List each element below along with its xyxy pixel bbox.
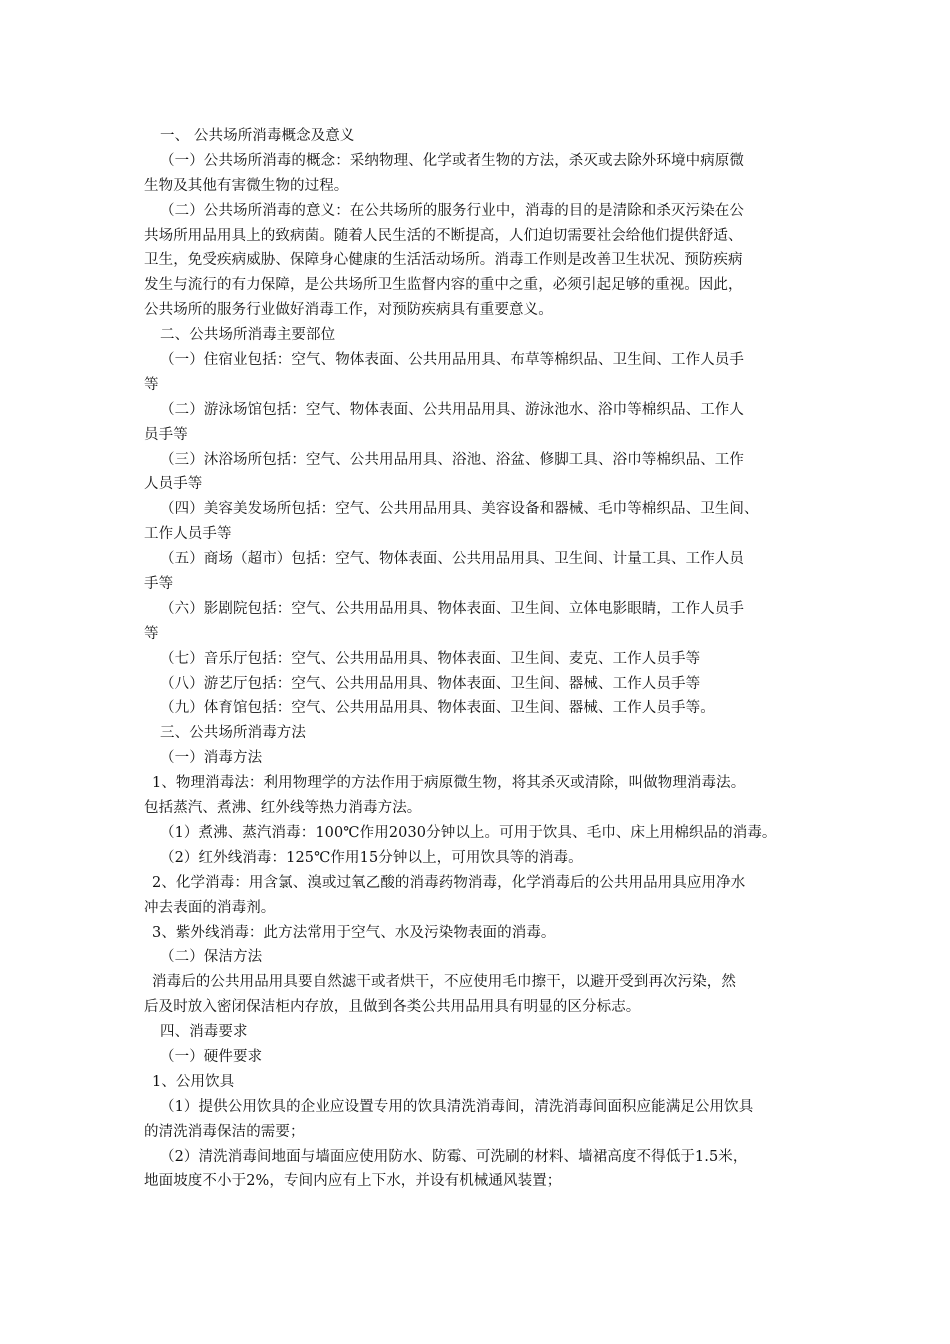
text-line: （三）沐浴场所包括：空气、公共用品用具、浴池、浴盆、修脚工具、浴巾等棉织品、工作 <box>160 451 744 468</box>
text-line: （一）消毒方法 <box>160 750 263 767</box>
text-line: 地面坡度不小于2%，专间内应有上下水，并设有机械通风装置； <box>144 1173 562 1190</box>
text-line: （四）美容美发场所包括：空气、公共用品用具、美容设备和器械、毛巾等棉织品、卫生间、 <box>160 501 759 518</box>
text-line: （2）红外线消毒：125℃作用15分钟以上，可用饮具等的消毒。 <box>160 849 583 866</box>
text-line: 3、紫外线消毒：此方法常用于空气、水及污染物表面的消毒。 <box>152 924 556 941</box>
document-body <box>144 124 814 1194</box>
text-line: （五）商场（超市）包括：空气、物体表面、公共用品用具、卫生间、计量工具、工作人员 <box>160 551 744 568</box>
text-line: 的清洗消毒保洁的需要； <box>144 1123 305 1140</box>
text-line: 一、 公共场所消毒概念及意义 <box>160 128 355 144</box>
text-line: 卫生，免受疾病威胁、保障身心健康的生活活动场所。消毒工作则是改善卫生状况、预防疾病 <box>144 252 743 269</box>
text-line: 人员手等 <box>144 476 203 493</box>
text-line: （1）煮沸、蒸汽消毒：100℃作用2030分钟以上。可用于饮具、毛巾、床上用棉织品的消毒。 <box>160 824 777 841</box>
text-line: （二）公共场所消毒的意义：在公共场所的服务行业中，消毒的目的是清除和杀灭污染在公 <box>160 202 744 219</box>
text-line: （一）住宿业包括：空气、物体表面、公共用品用具、布草等棉织品、卫生间、工作人员手 <box>160 352 744 369</box>
text-line: 等 <box>144 625 159 642</box>
text-line: 工作人员手等 <box>144 526 232 543</box>
text-line: （八）游艺厅包括：空气、公共用品用具、物体表面、卫生间、器械、工作人员手等 <box>160 675 701 692</box>
text-line: 1、公用饮具 <box>152 1073 235 1090</box>
text-line: （二）游泳场馆包括：空气、物体表面、公共用品用具、游泳池水、浴巾等棉织品、工作人 <box>160 401 744 418</box>
text-line: 生物及其他有害微生物的过程。 <box>144 177 349 194</box>
text-line: 共场所用品用具上的致病菌。随着人民生活的不断提高，人们迫切需要社会给他们提供舒适、 <box>144 227 743 244</box>
text-line: 三、公共场所消毒方法 <box>160 725 306 742</box>
text-line: 消毒后的公共用品用具要自然滤干或者烘干，不应使用毛巾擦干，以避开受到再次污染，然 <box>152 974 736 991</box>
text-line: （一）公共场所消毒的概念：采纳物理、化学或者生物的方法，杀灭或去除外环境中病原微 <box>160 152 744 169</box>
text-line: （2）清洗消毒间地面与墙面应使用防水、防霉、可洗刷的材料、墙裙高度不得低于1.5米， <box>160 1148 748 1165</box>
text-line: （六）影剧院包括：空气、公共用品用具、物体表面、卫生间、立体电影眼睛，工作人员手 <box>160 600 744 617</box>
text-line: （1）提供公用饮具的企业应设置专用的饮具清洗消毒间，清洗消毒间面积应能满足公用饮具 <box>160 1098 754 1115</box>
text-line: 手等 <box>144 576 174 593</box>
text-line: （一）硬件要求 <box>160 1048 263 1065</box>
text-line: 等 <box>144 376 159 393</box>
text-line: 1、物理消毒法：利用物理学的方法作用于病原微生物，将其杀灭或清除，叫做物理消毒法。 <box>152 775 746 792</box>
text-line: 2、化学消毒：用含氯、溴或过氧乙酸的消毒药物消毒，化学消毒后的公共用品用具应用净水 <box>152 874 746 891</box>
text-line: 冲去表面的消毒剂。 <box>144 899 276 916</box>
text-line: 后及时放入密闭保洁柜内存放，且做到各类公共用品用具有明显的区分标志。 <box>144 999 641 1016</box>
text-line: 发生与流行的有力保障，是公共场所卫生监督内容的重中之重，必须引起足够的重视。因此， <box>144 277 743 294</box>
text-line: 员手等 <box>144 426 188 443</box>
text-line: （七）音乐厅包括：空气、公共用品用具、物体表面、卫生间、麦克、工作人员手等 <box>160 650 701 667</box>
text-line: （二）保洁方法 <box>160 949 263 966</box>
text-line: （九）体育馆包括：空气、公共用品用具、物体表面、卫生间、器械、工作人员手等。 <box>160 700 715 717</box>
text-line: 公共场所的服务行业做好消毒工作，对预防疾病具有重要意义。 <box>144 302 553 319</box>
text-line: 四、消毒要求 <box>160 1024 248 1041</box>
text-line: 包括蒸汽、煮沸、红外线等热力消毒方法。 <box>144 800 422 817</box>
text-line: 二、公共场所消毒主要部位 <box>160 327 336 344</box>
